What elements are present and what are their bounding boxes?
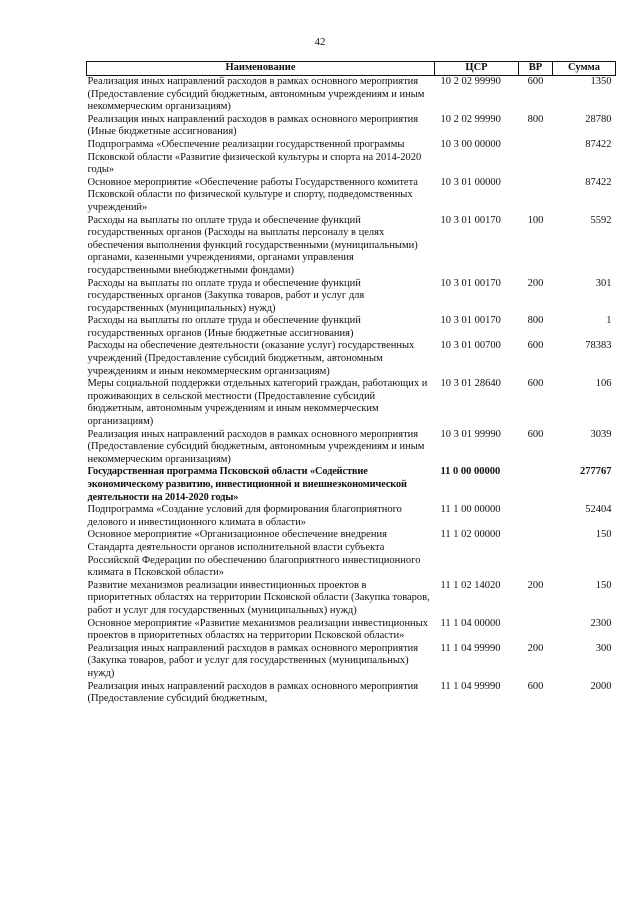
page-number: 42 [314,36,326,48]
row-vr: 200 [527,642,544,654]
row-name: Подпрограмма «Создание условий для формирования благоприятного делового и инвестиционного климата в области» [87,504,402,528]
row-sum: 28780 [585,113,612,125]
row-vr: 600 [527,378,544,390]
table-row [87,580,616,618]
row-sum: 150 [595,579,612,591]
table-header-row [87,62,616,76]
row-vr: 800 [527,315,544,327]
row-csr: 11 1 00 00000 [440,504,501,516]
header-vr: ВР [519,62,553,76]
row-csr: 10 3 01 28640 [440,378,501,390]
row-csr: 10 2 02 99990 [440,76,501,87]
row-sum: 78383 [585,340,612,352]
row-vr [519,139,553,177]
table-row [87,76,616,114]
table-row [87,643,616,681]
row-vr: 600 [527,76,544,87]
row-csr: 10 3 01 00700 [440,340,501,352]
row-vr: 100 [527,214,544,226]
row-sum: 2300 [590,617,612,629]
table-row [87,618,616,643]
table-row [87,114,616,139]
table-row [87,340,616,378]
row-csr: 11 1 02 14020 [440,579,501,591]
header-name: Наименование [87,62,435,76]
row-vr: 200 [527,277,544,289]
table-row [87,504,616,529]
header-sum: Сумма [553,62,616,76]
budget-table [86,61,616,706]
row-sum: 87422 [585,176,612,188]
table-body [87,76,616,706]
table-row [87,378,616,428]
row-csr: 11 1 04 99990 [440,642,501,654]
row-name: Расходы на выплаты по оплате труда и обеспечение функций государственных органов (Закупка товаров, работ и услуг для государственных (муниципальных) нужд) [87,277,365,314]
row-csr: 10 3 01 00000 [440,176,501,188]
row-csr: 11 1 04 00000 [440,617,501,629]
row-vr: 600 [527,340,544,352]
row-name: Реализация иных направлений расходов в рамках основного мероприятия (Иные бюджетные ассигнования) [87,113,419,138]
row-name: Реализация иных направлений расходов в рамках основного мероприятия (Закупка товаров, работ и услуг для государственных (муниципальных) нужд) [87,642,419,679]
row-vr: 600 [527,428,544,440]
row-name: Расходы на выплаты по оплате труда и обеспечение функций государственных органов (Иные бюджетные ассигнования) [87,315,361,339]
row-name: Основное мероприятие «Обеспечение работы Государственного комитета Псковской области по физической культуре и спорту, подведомственных учреждений» [87,176,418,213]
row-name: Государственная программа Псковской области «Содействие экономическому развитию, инвестиционной и внешнеэкономической деятельности на 2014-2020 годы» [87,466,407,503]
row-sum: 1350 [590,76,612,87]
row-name: Подпрограмма «Обеспечение реализации государственной программы Псковской области «Развитие физической культуры и спорта на 2014-2020 годы» [87,138,422,176]
row-csr: 10 2 02 99990 [440,113,501,125]
table-row [87,278,616,316]
row-sum: 52404 [585,504,612,516]
row-sum: 1 [606,315,612,327]
row-csr: 11 1 04 99990 [440,680,501,692]
row-sum: 301 [595,277,612,289]
table-row [87,139,616,177]
table-row [87,215,616,278]
header-csr: ЦСР [435,62,519,76]
row-name: Развитие механизмов реализации инвестиционных проектов в приоритетных областях на территории Псковской области (Закупка товаров, работ и услуг для государственных (муниципальных) нужд) [87,579,430,616]
table-row [87,315,616,340]
row-vr [519,466,553,504]
row-csr: 10 3 01 00170 [440,277,501,289]
row-vr: 800 [527,113,544,125]
row-csr: 11 1 02 00000 [440,529,501,541]
row-name: Реализация иных направлений расходов в рамках основного мероприятия (Предоставление субсидий бюджетным, [87,680,419,705]
table-row [87,466,616,504]
row-sum: 5592 [590,214,612,226]
row-vr [519,529,553,579]
row-name: Основное мероприятие «Организационное обеспечение внедрения Стандарта деятельности органов исполнительной власти субъекта Российской Федерации по обеспечению благоприятного инвестиционного климата в Псковской области» [87,529,421,579]
row-name: Расходы на обеспечение деятельности (оказание услуг) государственных учреждений (Предоставление субсидий бюджетным, автономным учреждениям и иным некоммерческим организациям) [87,340,415,377]
table-row [87,429,616,467]
row-csr: 10 3 00 00000 [440,138,501,150]
row-sum: 150 [595,529,612,541]
row-name: Меры социальной поддержки отдельных категорий граждан, работающих и проживающих в сельской местности (Предоставление субсидий бюджетным, автономным учреждениям и иным некоммерческим организациям) [87,378,428,428]
row-name: Расходы на выплаты по оплате труда и обеспечение функций государственных органов (Расходы на выплаты персоналу в целях обеспечения выполнения функций государственными (муниципальными) органами, казенными учреждениями, органами управления государственными внебюджетными фондами) [87,214,418,276]
row-sum: 106 [595,378,612,390]
row-name: Основное мероприятие «Развитие механизмов реализации инвестиционных проектов в приоритетных областях на территории Псковской области» [87,617,428,642]
row-csr: 10 3 01 99990 [440,428,501,440]
row-vr: 200 [527,579,544,591]
row-vr: 600 [527,680,544,692]
row-sum: 277767 [580,466,612,478]
row-csr: 10 3 01 00170 [440,315,501,327]
row-vr [519,618,553,643]
table-row [87,681,616,706]
row-csr: 11 0 00 00000 [440,466,501,478]
row-name: Реализация иных направлений расходов в рамках основного мероприятия (Предоставление субсидий бюджетным, автономным учреждениям и иным некоммерческим организациям) [87,76,425,113]
row-sum: 87422 [585,138,612,150]
row-sum: 3039 [590,428,612,440]
row-sum: 2000 [590,680,612,692]
row-vr [519,504,553,529]
row-name: Реализация иных направлений расходов в рамках основного мероприятия (Предоставление субсидий бюджетным, автономным учреждениям и иным некоммерческим организациям) [87,428,425,465]
table-row [87,177,616,215]
table-row [87,529,616,579]
row-vr [519,177,553,215]
row-csr: 10 3 01 00170 [440,214,501,226]
row-sum: 300 [595,642,612,654]
